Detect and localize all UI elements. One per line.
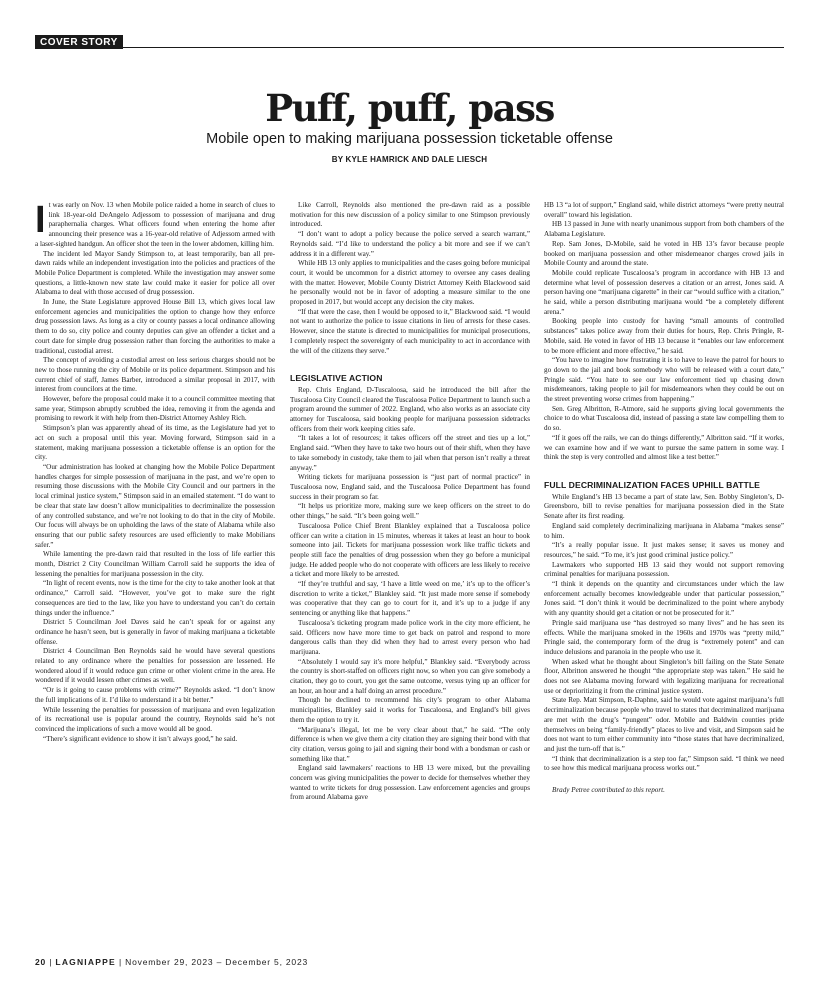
- paragraph: “It helps us prioritize more, making sure we keep officers on the street to do other things,” he said. “It’s been going well.”: [290, 502, 530, 521]
- paragraph: “Our administration has looked at changing how the Mobile Police Department handles charges for simple possession of marijuana in the past, and we’re open to resuming those discussions with the Mobile City Council and our partners in the local criminal justice system,” Stimpson said in an emailed statement. “I do want to be clear that state law doesn’t allow municipalities to decriminalize the possession of any controlled substance, and we’re not looking to do that in the city of Mobile. Our focus will always be on upholding the laws of the state of Alabama while also ensuring that our public safety resources are used efficiently to make Mobilians safer.”: [35, 462, 275, 549]
- subhead-legislative-action: LEGISLATIVE ACTION: [290, 373, 383, 384]
- paragraph: When asked what he thought about Singleton’s bill failing on the State Senate floor, Albritton answered he thought “the appropriate step was taken.” He said he does not see Alabama moving forward with legalizing marijuana for recreational use or deprioritizing it from the criminal justice system.: [544, 657, 784, 695]
- paragraph: Rep. Chris England, D-Tuscaloosa, said he introduced the bill after the Tuscaloosa City Council cleared the Tuscaloosa Police Department to launch such a program around the summer of 2022. England, who also works as an associate city attorney for Tuscaloosa, said booking people for marijuana possession sidetracks officers from their work keeping cities safe.: [290, 385, 530, 433]
- deck: Mobile open to making marijuana possession ticketable offense: [206, 131, 613, 147]
- paragraph: Lawmakers who supported HB 13 said they would not support removing criminal penalties for marijuana possession.: [544, 560, 784, 579]
- paragraph: While England’s HB 13 became a part of state law, Sen. Bobby Singleton’s, D-Greensboro, bill to revise penalties for marijuana possession died in the State Senate after its first reading.: [544, 492, 784, 521]
- paragraph: “It takes a lot of resources; it takes officers off the street and ties up a lot,” England said. “When they have to take two hours out of their shift, when they have to take somebody in custody, take them to jail when that person isn’t really a threat anyway.”: [290, 434, 530, 472]
- paragraph: “If they’re truthful and say, ‘I have a little weed on me,’ it’s up to the officer’s discretion to write a ticket,” Blankley said. “It just made more sense if somebody was cooperative that they can go to court for it, and it’s up to a judge if any sentencing or anything like that happens.”: [290, 580, 530, 618]
- footer-separator: |: [49, 957, 53, 967]
- paragraph: “If that were the case, then I would be opposed to it,” Blackwood said. “I would not want to authorize the police to issue citations in lieu of arrests for these cases. However, since the statute is directed to municipalities for municipal prosecutions, I completely respect the sovereignty of each municipality to act in accordance with the will of the citizens they serve.”: [290, 307, 530, 355]
- paragraph: District 4 Councilman Ben Reynolds said he would have several questions related to any ordinance where the penalties for possession are lessened. He wondered aloud if it would reduce gun crime or other violent crime in the area. He wondered if it would lessen other crimes as well.: [35, 647, 275, 685]
- publication-name: LAGNIAPPE: [55, 957, 116, 967]
- paragraph: “It’s a really popular issue. It just makes sense; it saves us money and resources,” he said. “To me, it’s just good criminal justice policy.”: [544, 541, 784, 559]
- paragraph: England said completely decriminalizing marijuana in Alabama “makes sense” to him.: [544, 521, 784, 540]
- paragraph: While lessening the penalties for possession of marijuana and even legalization of its recreational use is popular around the country, Reynolds said he’s not convinced the implications of such a move would all be good.: [35, 705, 275, 733]
- issue-dates: November 29, 2023 – December 5, 2023: [125, 957, 309, 967]
- paragraph: “I think that decriminalization is a step too far,” Simpson said. “I think we need to see how this medical marijuana process works out.”: [544, 754, 784, 773]
- paragraph: “There’s significant evidence to show it isn’t always good,” he said.: [43, 734, 238, 743]
- drop-cap: I: [35, 199, 46, 241]
- paragraph: Like Carroll, Reynolds also mentioned the pre-dawn raid as a possible motivation for this new discussion of a policy similar to one Stimpson previously introduced.: [290, 201, 530, 229]
- paragraph: t was early on Nov. 13 when Mobile police raided a home in search of clues to link 18-year-old DeAngelo Adjessom to possession of marijuana and drug paraphernalia charges. What officers found when entering the home after announcing their presence was a 16-year-old relative of Adjessom armed with a laser-sighted handgun. An officer shot the teen in the lower abdomen, killing him.: [35, 201, 275, 248]
- paragraph: State Rep. Matt Simpson, R-Daphne, said he would vote against marijuana’s full decriminalization because people who travel to states that decriminalized marijuana are met with the drug’s “pungent” odor. Mobile and Baldwin counties pride themselves on being “family-friendly” places to live and visit, and Simpson said he does not want to turn either community into “those states that have decriminalized, and just the turn-off that is.”: [544, 696, 784, 753]
- contributor-credit: Brady Petree contributed to this report.: [552, 786, 665, 795]
- paragraph: HB 13 passed in June with nearly unanimous support from both chambers of the Alabama Legislature.: [544, 220, 784, 239]
- paragraph: Mobile could replicate Tuscaloosa’s program in accordance with HB 13 and determine what level of possession deserves a citation or an arrest, Jones said. A person having one “marijuana cigarette” in their car “would suffice with a citation,” he said, while a person distributing marijuana would “be a completely different arena.”: [544, 268, 784, 316]
- paragraph: Though he declined to recommend his city’s program to other Alabama municipalities, Blankley said it works for Tuscaloosa, and England’s bill gives them the option to try it.: [290, 696, 530, 724]
- paragraph: Rep. Sam Jones, D-Mobile, said he voted in HB 13’s favor because people booked on marijuana possession and other misdemeanor charges crowd jails in Mobile County and around the state.: [544, 239, 784, 268]
- column-2: [290, 201, 530, 803]
- paragraph: While HB 13 only applies to municipalities and the cases going before municipal court, it would be uncommon for a district attorney to oversee any cases dealing with the matter. However, Mobile County District Attorney Keith Blackwood said he personally would not be in favor of adopting a measure similar to the one proposed in 2017, but would accept any decision the city makes.: [290, 259, 531, 307]
- paragraph: In June, the State Legislature approved House Bill 13, which gives local law enforcement agencies and municipalities the option to change how they enforce drug possession laws. As long as a city or county passes a local ordinance allowing them to do so, city police and county deputies can give an offender a ticket and a court date for simple drug possession rather than forcing the authorities to make a traditional, custodial arrest.: [35, 298, 275, 355]
- paragraph: “Marijuana’s illegal, let me be very clear about that,” he said. “The only difference is when we give them a city citation they are signing their bond with that city citation, versus going to jail and signing their bond with a bondsman or cash or something like that.”: [290, 725, 530, 763]
- paragraph: Tuscaloosa’s ticketing program made police work in the city more efficient, he said. Officers now have more time to get back on patrol and respond to more dangerous calls than they did when they had to arrest every person who had marijuana.: [290, 618, 530, 656]
- paragraph: “I think it depends on the quantity and circumstances under which the law enforcement actually becomes knowledgeable under that particular possession,” Jones said. “I don’t think it would be decriminalized to the point where anybody with any quantity should get a citation or not be prosecuted for it.”: [544, 580, 784, 618]
- paragraph: However, before the proposal could make it to a council committee meeting that same year, Stimpson abruptly scrubbed the idea, removing it from the agenda and promising to rework it with help from then-District Attorney Ashley Rich.: [35, 395, 275, 423]
- page-number: 20: [35, 957, 47, 967]
- paragraph: Writing tickets for marijuana possession is “just part of normal practice” in Tuscaloosa now, England said, and the Tuscaloosa Police Department has found success in their program so far.: [290, 473, 530, 501]
- paragraph: “If it goes off the rails, we can do things differently,” Albritton said. “If it works, we can examine how and if we want to pursue the same pattern in some way. I think the step is very controlled and almost like a test better.”: [544, 433, 784, 462]
- top-rule: [35, 47, 784, 48]
- paragraph: England said lawmakers’ reactions to HB 13 were mixed, but the prevailing concern was giving municipalities the power to decide for themselves whether they wanted to write tickets for drug possession. Law enforcement agencies and groups from around Alabama gave: [290, 764, 530, 802]
- page-footer: [35, 957, 308, 967]
- paragraph: “Or is it going to cause problems with crime?” Reynolds asked. “I don’t know the full implications of it. I’d like to understand it a bit better.”: [35, 686, 275, 704]
- headline: Puff, puff, pass: [265, 86, 554, 130]
- paragraph: “Absolutely I would say it’s more helpful,” Blankley said. “Everybody across the country is short-staffed on officers right now, so when you can give somebody a citation, they go to court, you get the same outcome, versus tying up an officer for an hour, an hour and a half doing an arrest procedure.”: [290, 657, 530, 695]
- paragraph: “In light of recent events, now is the time for the city to take another look at that ordinance,” Carroll said. “However, you’ve got to make sure the right consequences are tied to the law, like you have to understand you can’t do certain things under the influence.”: [35, 579, 275, 617]
- paragraph: Sen. Greg Albritton, R-Atmore, said he supports giving local governments the choice to do what Tuscaloosa did, instead of passing a state law compelling them to do so.: [544, 404, 784, 433]
- paragraph: Booking people into custody for having “small amounts of controlled substances” takes police away from their duties for hours, Rep. Chris Pringle, R-Mobile, said. He voted in favor of HB 13 because it “enables our law enforcement to be more efficient and more effective,” he said.: [544, 317, 784, 355]
- subhead-full-decriminalization: FULL DECRIMINALIZATION FACES UPHILL BATTLE: [544, 479, 761, 490]
- paragraph: District 5 Councilman Joel Daves said he can’t speak for or against any ordinance he hasn’t seen, but is generally in favor of making marijuana a ticketable offense.: [35, 618, 275, 646]
- paragraph: “I don’t want to adopt a policy because the police served a search warrant,” Reynolds said. “I’d like to understand the policy a bit more and see if we can’t address it in a different way.”: [290, 230, 530, 258]
- column-3: [544, 201, 784, 796]
- footer-separator: |: [118, 957, 122, 967]
- paragraph: Stimpson’s plan was apparently ahead of its time, as the Legislature had yet to act on such a proposal until this year. Moving forward, Stimpson said in a statement, making marijuana possession a ticketable offense is an option for the city.: [35, 424, 275, 462]
- paragraph: HB 13 “a lot of support,” England said, while district attorneys “were pretty neutral overall” toward his legislation.: [544, 201, 784, 219]
- paragraph: Pringle said marijuana use “has destroyed so many lives” and he has seen its effects. While the marijuana smoked in the 1960s and 1970s was “pretty mild,” Pringle said, the contemporary form of the drug is “extremely potent” and can induce delusions and paranoia in the people who use it.: [544, 618, 784, 656]
- byline: BY KYLE HAMRICK AND DALE LIESCH: [331, 155, 488, 164]
- paragraph: While lamenting the pre-dawn raid that resulted in the loss of life earlier this month, District 2 City Councilman William Carroll said he supports the idea of lessening the penalties for marijuana possession in the city.: [35, 550, 275, 578]
- section-tag: COVER STORY: [35, 35, 123, 49]
- column-1: [35, 201, 275, 744]
- paragraph: The incident led Mayor Sandy Stimpson to, at least temporarily, ban all pre-dawn raids while an independent investigation into the policies and practices of the Mobile Police Department is completed. While the investigation may answer some questions, a little-known new state law could make it easier for police all over Alabama to deal with those accused of drug possession.: [35, 249, 275, 297]
- paragraph: The concept of avoiding a custodial arrest on less serious charges should not be new to those running the city of Mobile or its police department. Stimpson and his current chief of staff, James Barber, introduced a similar proposal in 2017, with interest from councilors at the time.: [35, 356, 275, 394]
- paragraph: Tuscaloosa Police Chief Brent Blankley explained that a Tuscaloosa police officer can write a citation in 15 minutes, whereas it takes at least an hour to book someone into jail. Tickets for marijuana possession work like traffic tickets and people still face the penalties of drug possession when they go before a municipal judge. He added people who do not cooperate with officers are less likely to receive a ticket and more likely to be arrested.: [290, 521, 530, 579]
- paragraph: “You have to imagine how frustrating it is to have to leave the patrol for hours to go down to the jail and book somebody who will be released with a court date,” Pringle said. “You hate to see our law enforcement tied up chasing down misdemeanors, taking people to jail for misdemeanors when they could be out on the street preventing worse crimes from happening.”: [544, 356, 784, 404]
